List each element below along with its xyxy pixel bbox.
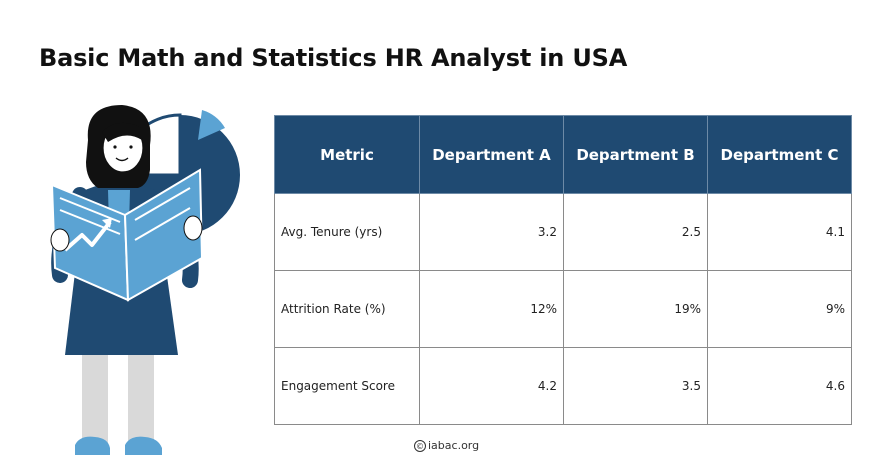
value-cell: 2.5 [564,194,708,271]
hr-metrics-table [274,115,852,425]
table-row [275,348,852,425]
value-cell: 19% [564,271,708,348]
table-row [275,194,852,271]
value-cell: 3.2 [420,194,564,271]
watermark [414,439,479,452]
metric-cell: Avg. Tenure (yrs) [275,194,420,271]
value-cell: 4.6 [708,348,852,425]
value-cell: 3.5 [564,348,708,425]
woman-reading-report-illustration [30,100,250,455]
page-title: Basic Math and Statistics HR Analyst in USA [39,44,628,72]
table-header-row [275,116,852,194]
value-cell: 4.2 [420,348,564,425]
column-header-department-c: Department C [708,116,852,194]
metric-cell: Attrition Rate (%) [275,271,420,348]
column-header-department-a: Department A [420,116,564,194]
table-row [275,271,852,348]
value-cell: 9% [708,271,852,348]
column-header-department-b: Department B [564,116,708,194]
copyright-icon: © [416,441,424,451]
column-header-metric: Metric [275,116,420,194]
value-cell: 4.1 [708,194,852,271]
value-cell: 12% [420,271,564,348]
metric-cell: Engagement Score [275,348,420,425]
watermark-text: iabac.org [428,439,480,452]
